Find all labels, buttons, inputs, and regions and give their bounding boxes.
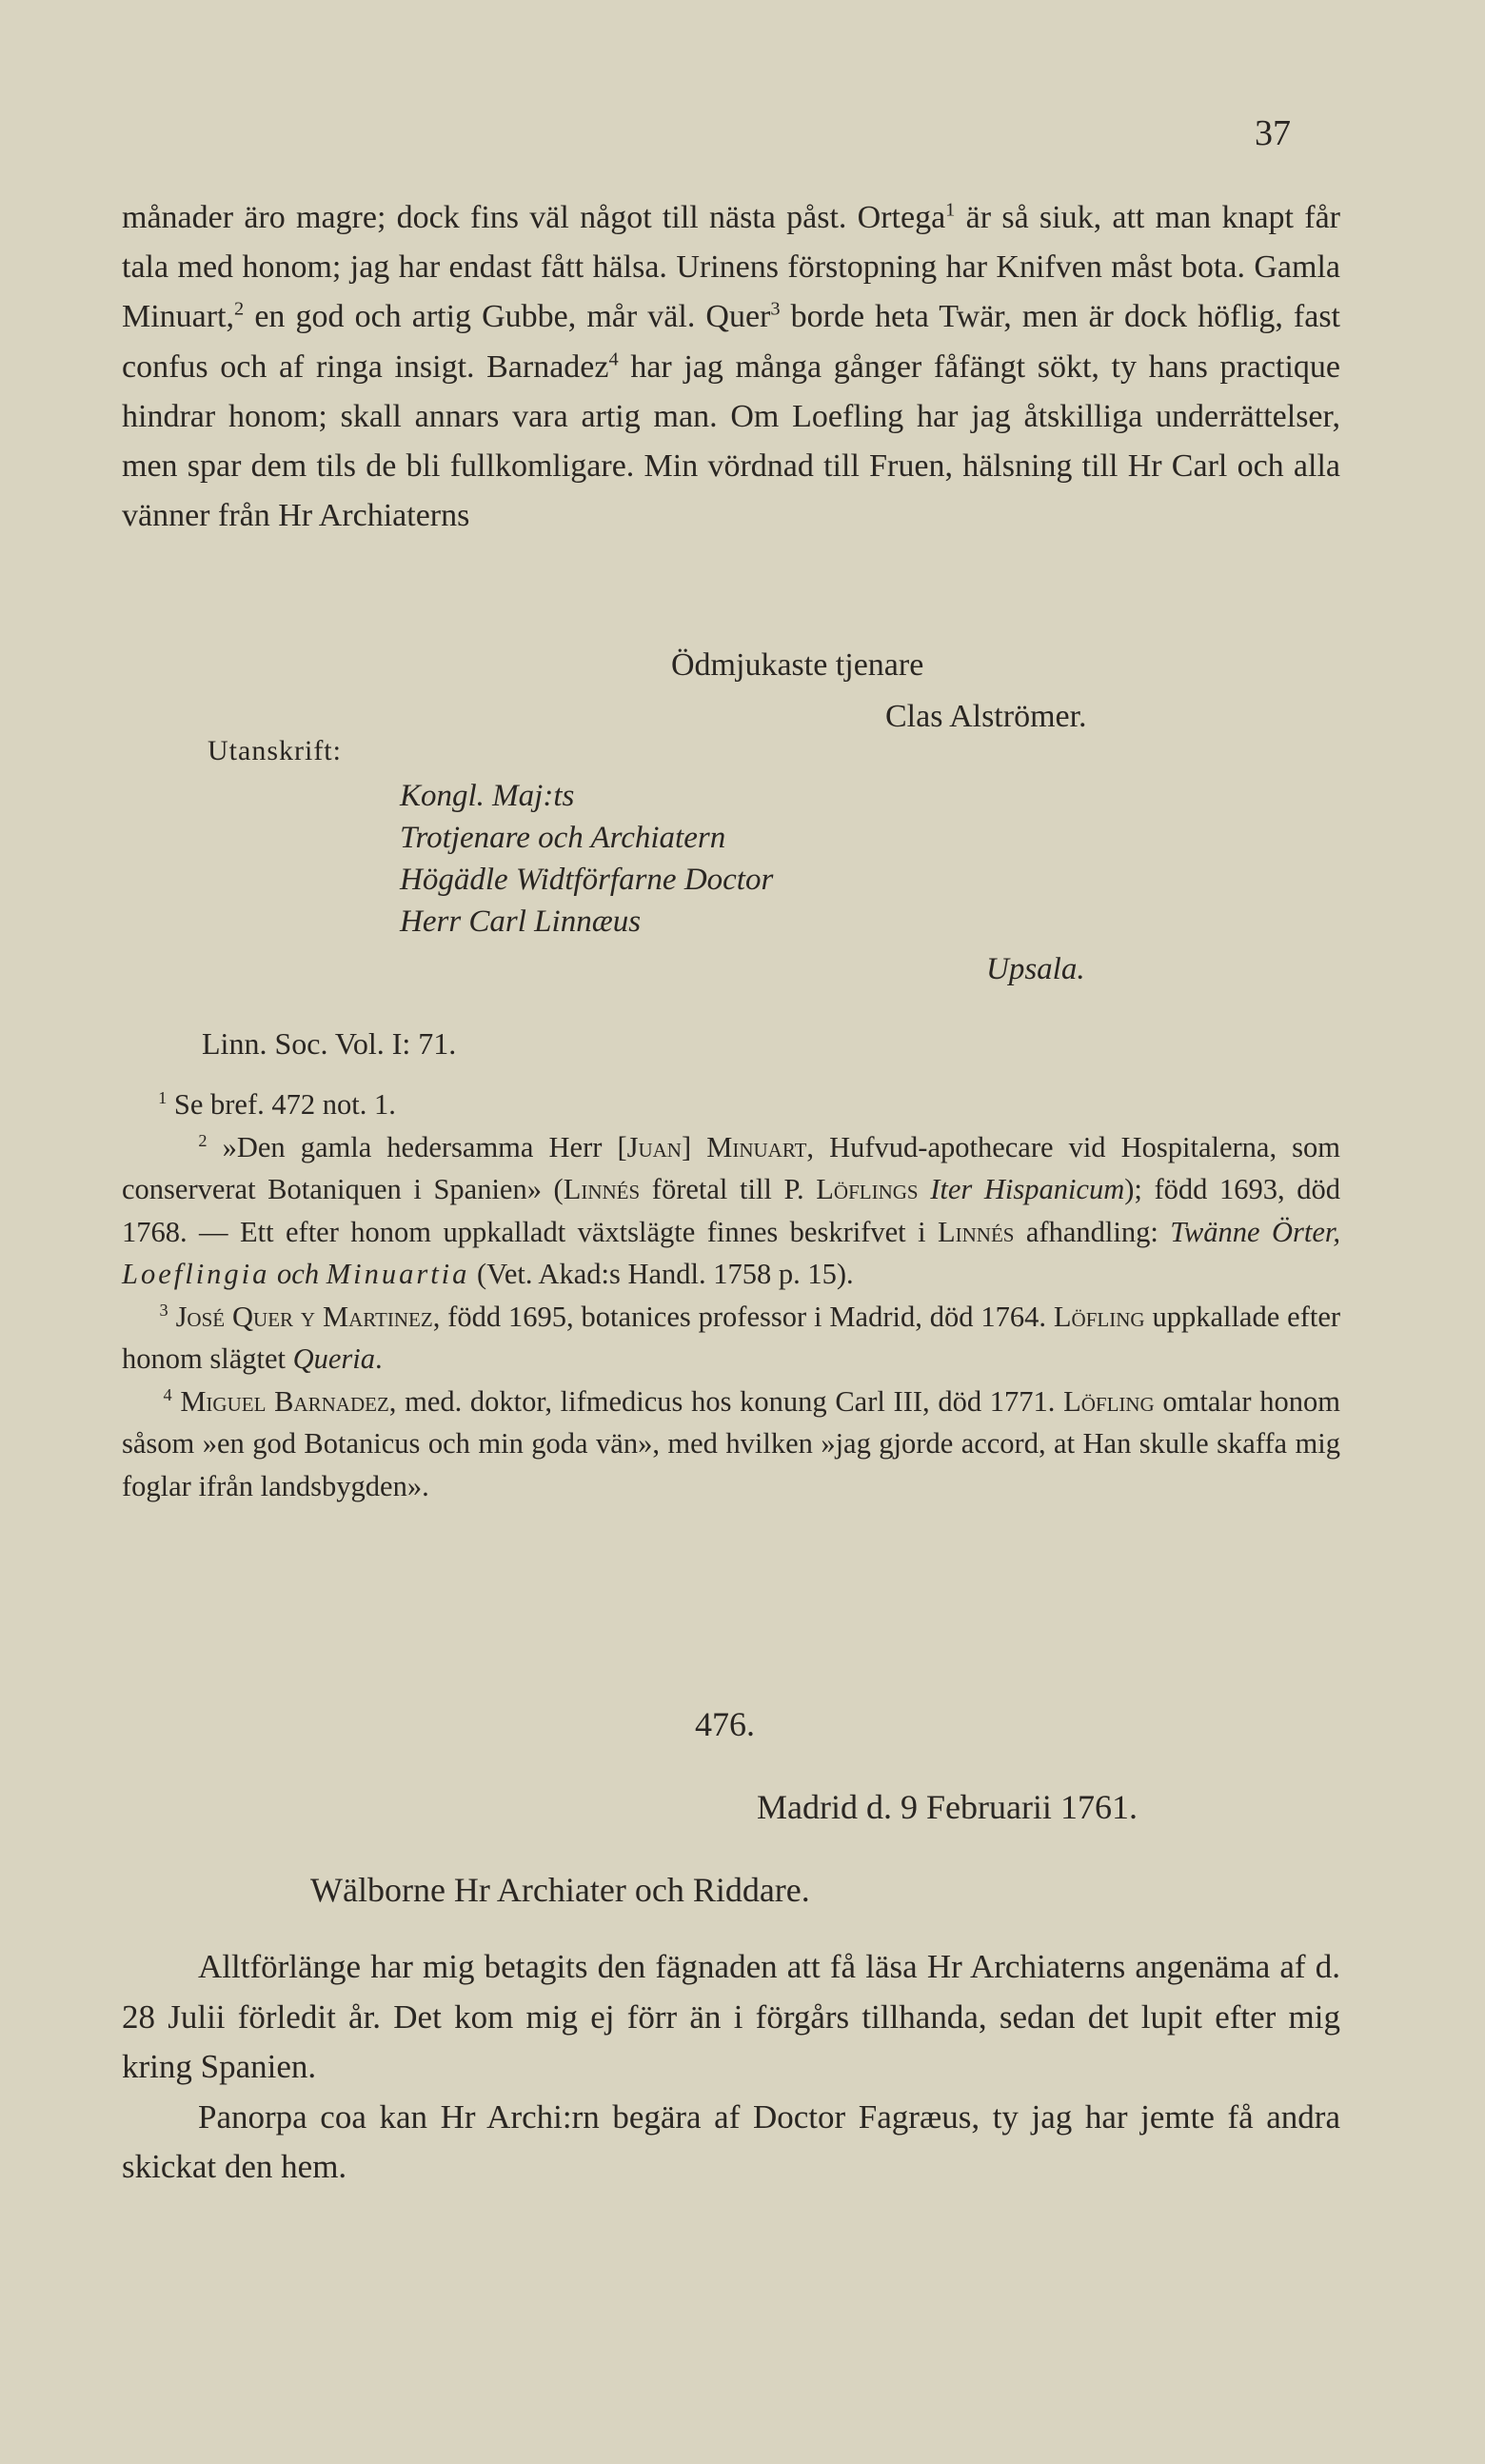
address-place: Upsala.: [986, 952, 1085, 986]
footnotes: [122, 1083, 1340, 1507]
footnote-text: , född 1695, botanices professor i Madrid, död 1764.: [432, 1300, 1054, 1333]
footnote-2: [122, 1126, 1340, 1296]
body-paragraph: [122, 193, 1340, 541]
footnote-ref: 3: [770, 299, 781, 321]
address-line: Trotjenare och Archiatern: [400, 821, 726, 855]
body-text-run: är så siuk, att man knapt får tala med honom; jag har endast fått hälsa. Urinens förstopning har Knifven måst bota. Gamla Minuart,: [122, 200, 1340, 335]
closing-phrase: Ödmjukaste tjenare: [671, 647, 924, 683]
footnote-text: ]: [681, 1130, 707, 1163]
name-smallcaps: Minuart: [706, 1130, 807, 1163]
footnote-text: , med. doktor, lifmedicus hos konung Carl III, död 1771.: [388, 1384, 1064, 1418]
name-smallcaps: Juan: [626, 1130, 682, 1163]
body-text-run: borde heta Twär, men är dock höflig, fast confus och af ringa insigt. Barnadez: [122, 299, 1340, 385]
address-line: Högädle Widtförfarne Doctor: [400, 863, 774, 897]
genus-italic: Queria: [292, 1342, 376, 1375]
page-number: 37: [1255, 113, 1291, 153]
name-smallcaps: Löflings: [816, 1173, 919, 1205]
body-text-run: månader äro magre; dock fins väl något till nästa påst. Ortega: [122, 200, 946, 235]
footnote-text: omtalar honom såsom »en god Botanicus och min goda vän», med hvilken »jag gjorde accord, at Han skulle skaffa mig foglar ifrån landsbygden».: [122, 1384, 1340, 1502]
footnote-text: »Den gamla hedersamma Herr [: [222, 1130, 627, 1163]
footnote-text: Se bref. 472 not. 1.: [173, 1088, 396, 1121]
footnote-ref: 1: [945, 199, 956, 221]
genus-spaced: Loeflingia: [122, 1258, 270, 1290]
footnote-text: uppkallade efter honom slägtet: [122, 1300, 1341, 1375]
signature: Clas Alströmer.: [885, 699, 1087, 734]
footnote-4: [122, 1381, 1340, 1508]
letter-number: 476.: [695, 1705, 755, 1743]
address-line: Kongl. Maj:ts: [400, 779, 575, 813]
name-smallcaps: Löfling: [1063, 1384, 1155, 1418]
body-text-run: har jag många gånger fåfängt sökt, ty hans practique hindrar honom; skall annars vara artig man. Om Loefling har jag åtskilliga underrättelser, men spar dem tils de bli fullkomligare. Min vördnad till Fruen, hälsning till Hr Carl och alla vänner från Hr Archiaterns: [122, 348, 1340, 534]
letter-salutation: Wälborne Hr Archiater och Riddare.: [310, 1871, 810, 1909]
footnote-text: (Vet. Akad:s Handl. 1758 p. 15).: [469, 1258, 854, 1290]
address-label: Utanskrift:: [208, 735, 342, 766]
title-italic: Twänne Örter,: [1170, 1215, 1341, 1248]
next-letter-paragraph: Panorpa coa kan Hr Archi:rn begära af Doctor Fagræus, ty jag har jemte få andra skickat den hem.: [122, 2097, 1340, 2185]
footnote-ref: 4: [608, 348, 619, 370]
footnote-text: .: [375, 1342, 383, 1375]
footnote-3: [122, 1296, 1340, 1381]
body-text-run: en god och artig Gubbe, mår väl. Quer: [244, 299, 771, 335]
footnote-text: , Hufvud-apothecare vid Hospitalerna, som conserverat Botaniquen i Spanien» (: [122, 1130, 1340, 1205]
name-smallcaps: Linnés: [563, 1173, 641, 1205]
address-line: Herr Carl Linnæus: [400, 904, 642, 939]
name-smallcaps: Miguel Barnadez: [180, 1384, 389, 1418]
footnote-1: [122, 1083, 1340, 1126]
source-reference: Linn. Soc. Vol. I: 71.: [202, 1026, 457, 1061]
letter-body-text: [122, 193, 1340, 541]
next-letter-paragraph: Alltförlänge har mig betagits den fägnaden att få läsa Hr Archiaterns angenäma af d. 28 Julii förledit år. Det kom mig ej förr än i förgårs tillhanda, sedan det lupit efter mig kring Spanien.: [122, 1948, 1340, 2085]
next-letter-body: [122, 1942, 1340, 2193]
footnote-mark: 2: [198, 1130, 208, 1150]
letter-dateline: Madrid d. 9 Februarii 1761.: [757, 1788, 1138, 1826]
title-italic: Iter Hispanicum: [930, 1173, 1125, 1205]
footnote-text: företal till P.: [640, 1173, 817, 1205]
footnote-mark: 4: [163, 1384, 172, 1404]
footnote-mark: 1: [158, 1087, 168, 1107]
footnote-text: [919, 1173, 931, 1205]
genus-spaced: Minuartia: [326, 1258, 470, 1290]
title-italic: och: [269, 1258, 327, 1290]
name-smallcaps: Linnés: [937, 1215, 1015, 1248]
footnote-text: ); född 1693, död 1768. — Ett efter honom uppkalladt växtslägte finnes beskrifvet i: [122, 1173, 1340, 1248]
name-smallcaps: José Quer y Martinez: [175, 1300, 433, 1333]
footnote-mark: 3: [159, 1300, 168, 1320]
footnote-text: afhandling:: [1014, 1215, 1171, 1248]
name-smallcaps: Löfling: [1053, 1300, 1145, 1333]
footnote-ref: 2: [234, 299, 245, 321]
